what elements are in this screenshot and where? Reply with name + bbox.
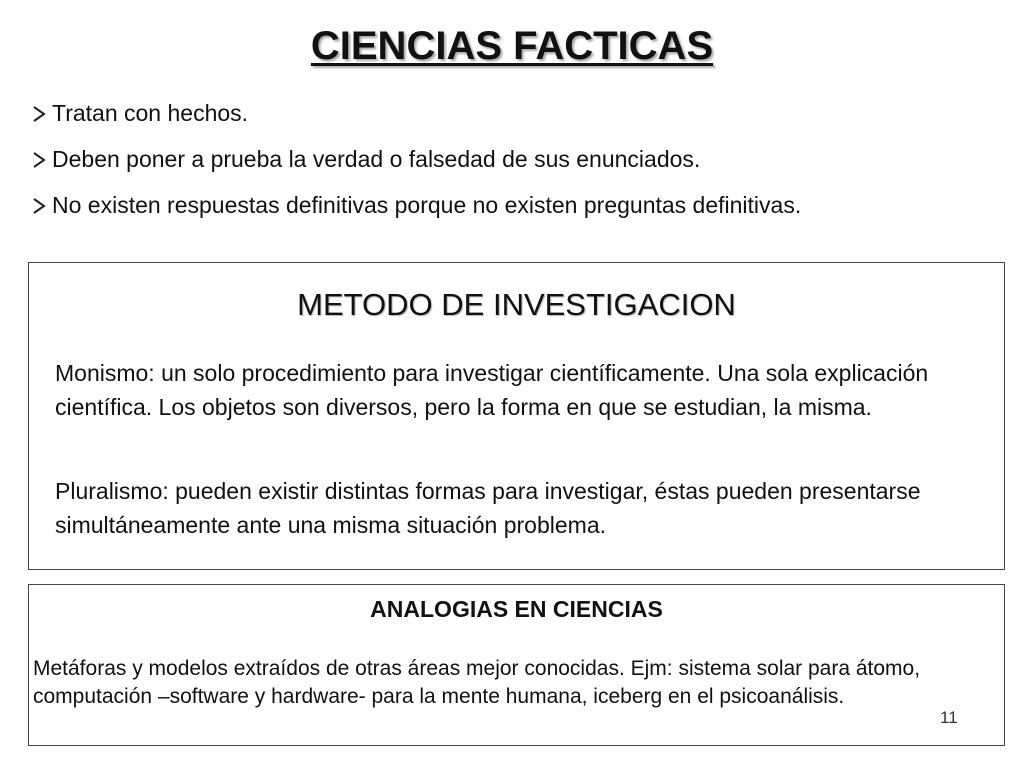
bullet-text: Tratan con hechos.	[52, 100, 249, 126]
arrow-bullet-icon	[30, 104, 50, 124]
metodo-title: METODO DE INVESTIGACION	[297, 287, 736, 322]
pluralismo-paragraph: Pluralismo: pueden existir distintas formas para investigar, éstas pueden presentarse simultáneamente ante una misma situación problema.	[55, 478, 921, 538]
bullet-item	[30, 192, 1010, 219]
analogias-title: ANALOGIAS EN CIENCIAS	[370, 596, 663, 622]
analogias-box	[28, 584, 1005, 746]
metodo-box	[28, 262, 1005, 570]
bullet-list	[30, 100, 1010, 238]
monismo-paragraph: Monismo: un solo procedimiento para investigar científicamente. Una sola explicación científica. Los objetos son diversos, pero la forma en que se estudian, la misma.	[55, 360, 929, 420]
bullet-text: No existen respuestas definitivas porque no existen preguntas definitivas.	[52, 192, 802, 218]
page-number: 11	[940, 708, 958, 727]
bullet-item	[30, 100, 1010, 127]
bullet-item	[30, 146, 1010, 173]
slide-title: CIENCIAS FACTICAS	[310, 24, 714, 68]
arrow-bullet-icon	[30, 196, 50, 216]
arrow-bullet-icon	[30, 150, 50, 170]
bullet-text: Deben poner a prueba la verdad o falsedad de sus enunciados.	[52, 146, 701, 172]
analogias-paragraph: Metáforas y modelos extraídos de otras áreas mejor conocidas. Ejm: sistema solar para átomo, computación –software y hardware- para la mente humana, iceberg en el psicoanálisis.	[33, 657, 921, 708]
